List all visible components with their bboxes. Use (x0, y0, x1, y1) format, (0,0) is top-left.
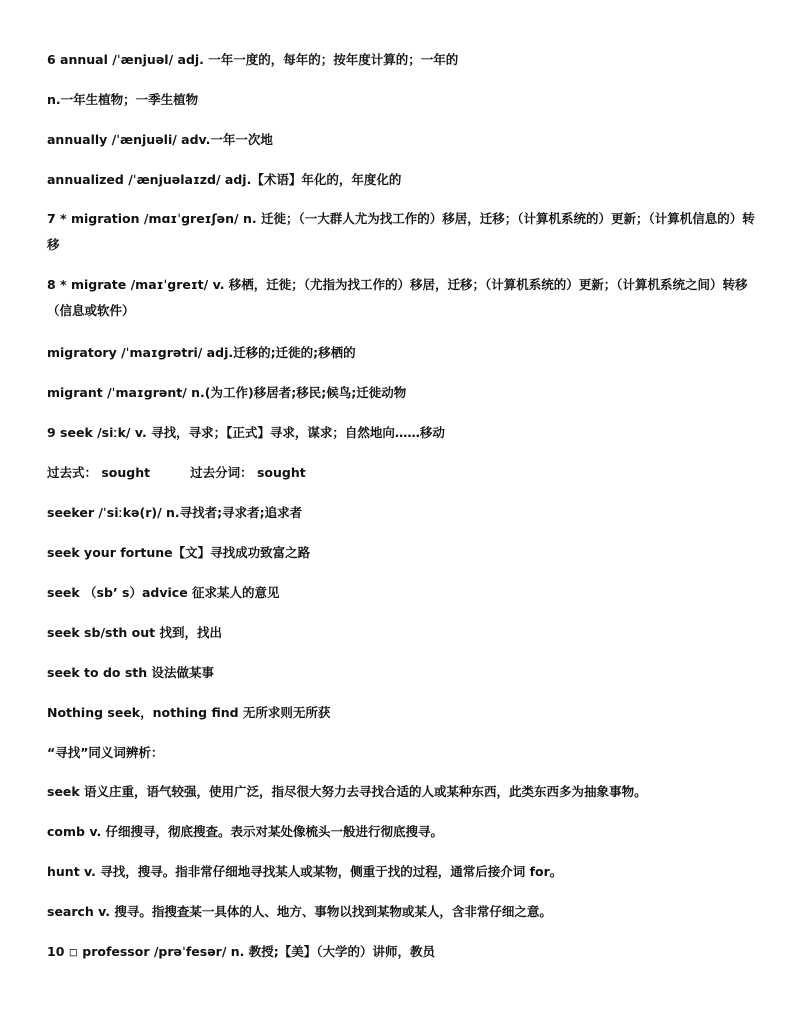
past-participle: 过去分词： sought (190, 465, 306, 480)
entry-seek-forms (47, 464, 757, 482)
entry-migration: 7 * migration /mɑɪˈgreɪʃən/ n. 迁徙；（一大群人尤为找工作的）移居，迁移；（计算机系统的）更新；（计算机信息的）转移 (47, 211, 755, 252)
entry-migrant: migrant /ˈmaɪgrənt/ n.(为工作)移居者;移民;候鸟;迁徙动物 (47, 385, 407, 400)
synonym-comb: comb v. 仔细搜寻，彻底搜查。表示对某处像梳头一般进行彻底搜寻。 (47, 824, 444, 839)
proverb-nothing-seek: Nothing seek，nothing find 无所求则无所获 (47, 705, 331, 720)
synonym-heading: “寻找”同义词辨析： (47, 745, 164, 760)
entry-migrate: 8 * migrate /maɪˈgreɪt/ v. 移栖，迁徙；（尤指为找工作的）移居，迁移；（计算机系统的）更新；（计算机系统之间）转移（信息或软件） (47, 277, 748, 318)
synonym-search: search v. 搜寻。指搜查某一具体的人、地方、事物以找到某物或某人，含非常仔细之意。 (47, 904, 552, 919)
synonym-hunt: hunt v. 寻找，搜寻。指非常仔细地寻找某人或某物，侧重于找的过程，通常后接介词 for。 (47, 864, 563, 879)
entry-annually: annually /ˈænjuəli/ adv.一年一次地 (47, 132, 273, 147)
phrase-seek-advice: seek （sb’ s）advice 征求某人的意见 (47, 585, 280, 600)
entry-annual: 6 annual /ˈænjuəl/ adj. 一年一度的，每年的；按年度计算的；一年的 (47, 52, 459, 67)
entry-annualized: annualized /ˈænjuəlaɪzd/ adj.【术语】年化的，年度化的 (47, 172, 402, 187)
entry-migratory: migratory /ˈmaɪgrətri/ adj.迁移的;迁徙的;移栖的 (47, 345, 356, 360)
phrase-seek-fortune: seek your fortune【文】寻找成功致富之路 (47, 545, 311, 560)
phrase-seek-to-do: seek to do sth 设法做某事 (47, 665, 215, 680)
entry-seek: 9 seek /siːk/ v. 寻找，寻求；【正式】寻求，谋求；自然地向……移动 (47, 425, 445, 440)
past-tense: 过去式： sought (47, 465, 151, 480)
entry-professor: 10 ◽ professor /prəˈfesər/ n. 教授;【美】（大学的）讲师，教员 (47, 944, 436, 959)
entry-annual-noun: n.一年生植物；一季生植物 (47, 92, 199, 107)
phrase-seek-out: seek sb/sth out 找到，找出 (47, 625, 222, 640)
synonym-seek: seek 语义庄重，语气较强，使用广泛，指尽很大努力去寻找合适的人或某种东西，此类东西多为抽象事物。 (47, 784, 647, 799)
entry-seeker: seeker /ˈsiːkə(r)/ n.寻找者;寻求者;追求者 (47, 505, 303, 520)
